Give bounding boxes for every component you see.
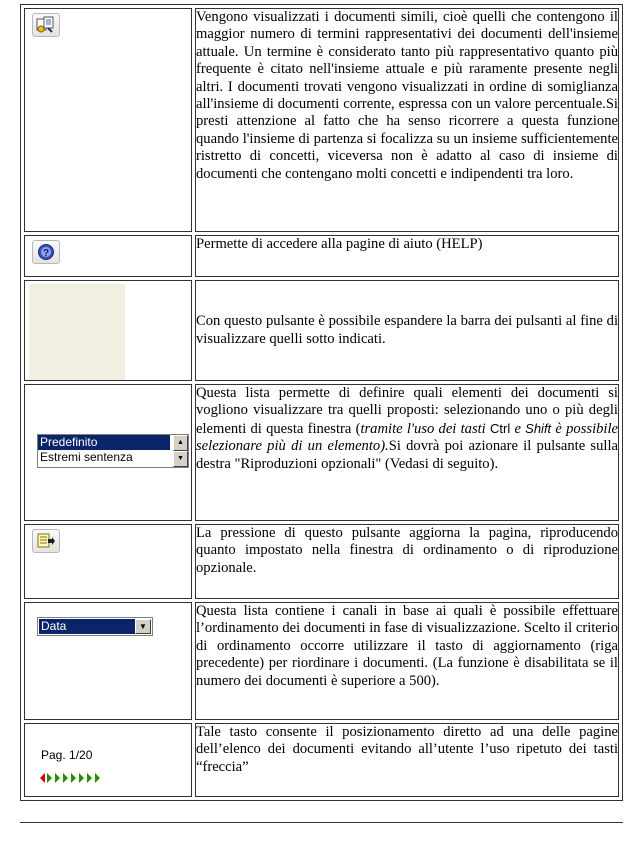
description-expand-toolbar bbox=[195, 280, 619, 381]
similar-documents-icon bbox=[36, 16, 56, 34]
table-row bbox=[24, 384, 619, 521]
description-pager: Tale tasto consente il posizionamento diretto ad una delle pagine dell’elenco dei documenti evitando all’utente l’uso ripetuto dei tasti “freccia” bbox=[195, 723, 619, 797]
page-indicator: Pag. 1/20 bbox=[41, 748, 93, 762]
text-segment: Questa lista permette di definire quali elementi dei documenti si vogliono visualizzare tra quelli proposti: selezionando uno o più degli elementi di questa finestra ( bbox=[196, 385, 618, 437]
sort-order-select[interactable] bbox=[37, 617, 153, 636]
table-row bbox=[24, 235, 619, 277]
listbox-scrollbar[interactable] bbox=[173, 435, 188, 467]
refresh-page-button[interactable] bbox=[32, 529, 60, 553]
help-icon bbox=[36, 243, 56, 261]
page-arrows-icon[interactable] bbox=[39, 772, 109, 784]
description-sort-order: Questa lista contiene i canali in base ai quali è possibile effettuare l’ordinamento dei documenti in fase di visualizzazione. Scelto il criterio di ordinamento occorre utilizzare il tasto di aggiornamento (riga precedente) per riordinare i documenti. (La funzione è disabilitata se il numero dei documenti è superiore a 500). bbox=[195, 602, 619, 720]
footer-divider bbox=[20, 822, 623, 823]
table-row bbox=[24, 8, 619, 232]
icon-cell bbox=[24, 524, 192, 599]
chevron-down-icon[interactable]: ▼ bbox=[135, 619, 151, 634]
description-help: Permette di accedere alla pagine di aiuto (HELP) bbox=[195, 235, 619, 277]
icon-cell bbox=[24, 280, 192, 381]
description-display-elements bbox=[195, 384, 619, 521]
description-similar-documents: Vengono visualizzati i documenti simili, cioè quelli che contengono il maggior numero di termini rappresentativi dei documenti dell'insieme attuale. Un termine è considerato tanto più rappresentativo quanto più frequente è citato nell'insieme attuale e più raramente presente negli altri. I documenti trovati vengono visualizzati in ordine di somiglianza all'insieme di documenti corrente, espressa con un valore percentuale.Si presti attenzione al fatto che ha senso ricorrere a questa funzione quando l'insieme di partenza si focalizza su un insieme sufficientemente ristretto di concetti, viceversa non è adatto al caso di insieme di documenti che contengano molti concetti e indipendenti tra loro. bbox=[195, 8, 619, 232]
page-navigation-arrows[interactable] bbox=[39, 772, 191, 784]
key-ctrl: Ctrl bbox=[489, 420, 511, 436]
scroll-up-icon[interactable]: ▲ bbox=[173, 435, 188, 451]
description-refresh: La pressione di questo pulsante aggiorna la pagina, riproducendo quanto impostato nella finestra di ordinamento o di riproduzione opzionale. bbox=[195, 524, 619, 599]
icon-cell bbox=[24, 384, 192, 521]
similar-documents-button[interactable] bbox=[32, 13, 60, 37]
display-elements-listbox[interactable] bbox=[37, 434, 189, 468]
text-segment: Si dovrà poi azionare il pulsante sulla destra "Riproduzioni opzionali" (Vedasi di seguito). bbox=[196, 438, 618, 472]
scroll-down-icon[interactable]: ▼ bbox=[173, 451, 188, 467]
expand-toolbar-button[interactable] bbox=[29, 284, 125, 380]
feature-table bbox=[20, 4, 623, 801]
refresh-page-icon bbox=[36, 532, 56, 550]
text-italic: tramite l'uso dei tasti bbox=[360, 420, 490, 437]
icon-cell bbox=[24, 8, 192, 232]
svg-text:?: ? bbox=[42, 248, 50, 259]
list-item[interactable]: Predefinito bbox=[38, 435, 170, 450]
table-row bbox=[24, 723, 619, 797]
table-row bbox=[24, 280, 619, 381]
sort-order-value: Data bbox=[39, 619, 137, 634]
icon-cell bbox=[24, 235, 192, 277]
text-italic: e bbox=[510, 420, 526, 437]
icon-cell bbox=[24, 723, 192, 797]
description-expand-text: Con questo pulsante è possibile espandere la barra dei pulsanti al fine di visualizzare quelli sotto indicati. bbox=[196, 313, 618, 347]
key-shift: Shift bbox=[525, 420, 552, 436]
help-button[interactable] bbox=[32, 240, 60, 264]
table-row bbox=[24, 602, 619, 720]
text-italic: è possibile selezionare più di un elemento). bbox=[196, 420, 619, 455]
list-item[interactable]: Estremi sentenza bbox=[40, 450, 133, 464]
table-row bbox=[24, 524, 619, 599]
icon-cell bbox=[24, 602, 192, 720]
